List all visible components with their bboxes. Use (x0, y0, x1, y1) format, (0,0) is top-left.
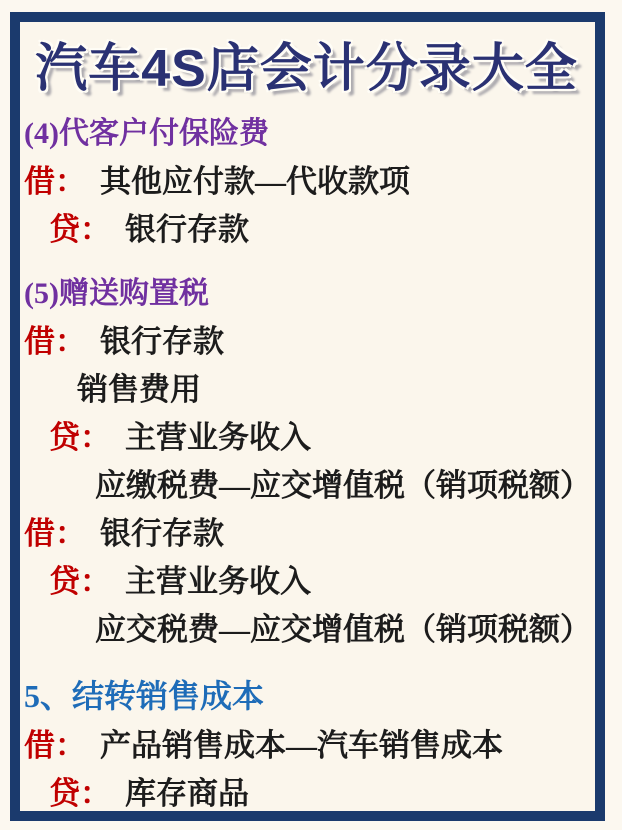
section-heading-text: (4)代客户付保险费 (24, 117, 269, 150)
account-text: 应缴税费—应交增值税（销项税额） (95, 467, 591, 503)
debit-label: 借： (24, 323, 86, 359)
card-frame (10, 12, 605, 821)
account-text: 主营业务收入 (125, 419, 311, 455)
journal-line (24, 602, 589, 650)
account-text: 主营业务收入 (125, 563, 311, 599)
account-text: 库存商品 (125, 775, 249, 811)
account-text: 银行存款 (100, 515, 224, 551)
journal-line (24, 154, 589, 202)
journal-line (24, 314, 589, 362)
account-text: 产品销售成本—汽车销售成本 (100, 727, 503, 763)
account-text: 销售费用 (77, 371, 201, 407)
card-content (20, 38, 595, 814)
account-text: 应交税费—应交增值税（销项税额） (95, 611, 591, 647)
debit-label: 借： (24, 515, 86, 551)
debit-label: 借： (24, 727, 86, 763)
journal-line (24, 362, 589, 410)
debit-label: 借： (24, 163, 86, 199)
journal-line (24, 718, 589, 766)
section-heading-text: 5、结转销售成本 (24, 678, 265, 714)
credit-label: 贷： (49, 775, 111, 811)
section-heading-carryover (24, 670, 589, 718)
account-text: 银行存款 (100, 323, 224, 359)
section-heading-text: (5)赠送购置税 (24, 277, 209, 310)
journal-line (24, 410, 589, 458)
credit-label: 贷： (49, 211, 111, 247)
account-text: 银行存款 (125, 211, 249, 247)
page-title: 汽车4S店会计分录大全 (35, 40, 578, 98)
journal-line (24, 458, 589, 506)
journal-line (24, 506, 589, 554)
section-heading-4 (24, 106, 589, 154)
journal-line (24, 766, 589, 814)
account-text: 其他应付款—代收款项 (100, 163, 410, 199)
journal-line (24, 554, 589, 602)
credit-label: 贷： (49, 419, 111, 455)
journal-line (24, 202, 589, 250)
credit-label: 贷： (49, 563, 111, 599)
section-heading-5 (24, 266, 589, 314)
